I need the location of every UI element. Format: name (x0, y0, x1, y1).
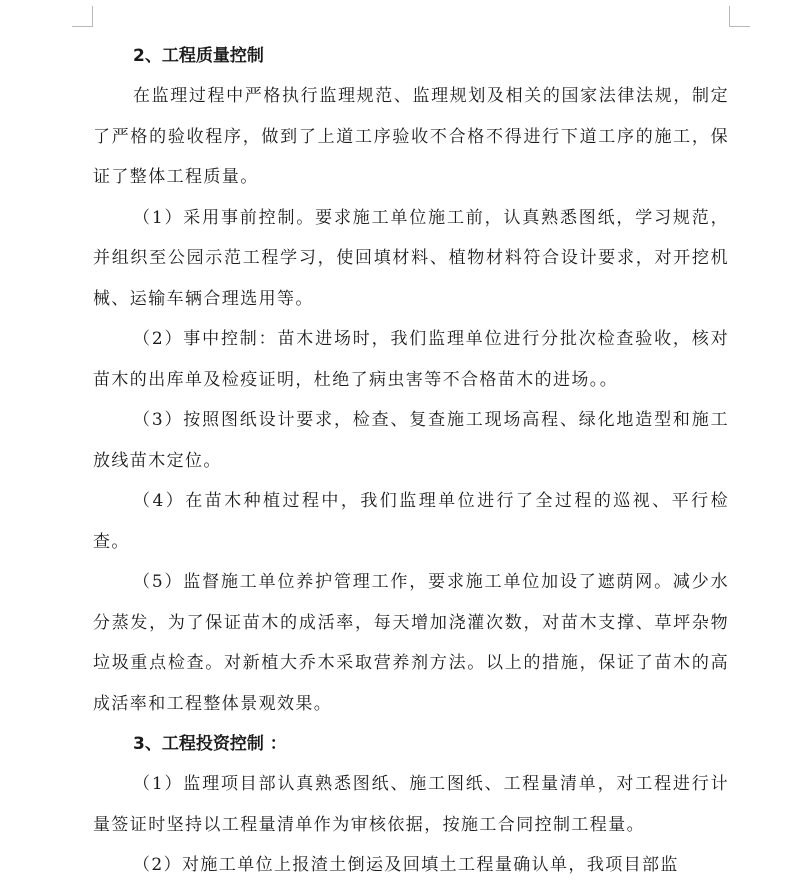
paragraph-in-process-control: （2）事中控制：苗木进场时，我们监理单位进行分批次检查验收，核对苗木的出库单及检疫证明，杜绝了病虫害等不合格苗木的进场。。 (93, 329, 729, 390)
section-heading-quality-control: 2、工程质量控制 (133, 46, 264, 66)
top-left-margin-marker (72, 6, 93, 27)
top-right-margin-marker (729, 6, 750, 27)
paragraph-pre-control: （1）采用事前控制。要求施工单位施工前，认真熟悉图纸，学习规范，并组织至公园示范工程学习，使回填材料、植物材料符合设计要求，对开挖机械、运输车辆合理选用等。 (93, 207, 729, 309)
document-body[interactable] (93, 36, 729, 886)
paragraph-design-check: （3）按照图纸设计要求，检查、复查施工现场高程、绿化地造型和施工放线苗木定位。 (93, 410, 729, 471)
section-heading-investment-control: 3、工程投资控制 ： (133, 734, 287, 754)
paragraph-maintenance-supervision: （5）监督施工单位养护管理工作，要求施工单位加设了遮荫网。减少水分蒸发，为了保证苗木的成活率，每天增加浇灌次数，对苗木支撑、草坪杂物垃圾重点检查。对新植大乔木采取营养剂方法。以上的措施，保证了苗木的高成活率和工程整体景观效果。 (93, 572, 729, 714)
paragraph-earthwork-confirmation: （2）对施工单位上报渣土倒运及回填土工程量确认单，我项目部监 (133, 855, 679, 875)
paragraph-planting-inspection: （4）在苗木种植过程中，我们监理单位进行了全过程的巡视、平行检查。 (93, 491, 729, 552)
paragraph-quality-intro: 在监理过程中严格执行监理规范、监理规划及相关的国家法律法规，制定了严格的验收程序，做到了上道工序验收不合格不得进行下道工序的施工，保证了整体工程质量。 (93, 86, 729, 187)
paragraph-quantity-review: （1）监理项目部认真熟悉图纸、施工图纸、工程量清单，对工程进行计量签证时坚持以工程量清单作为审核依据，按施工合同控制工程量。 (93, 774, 729, 835)
